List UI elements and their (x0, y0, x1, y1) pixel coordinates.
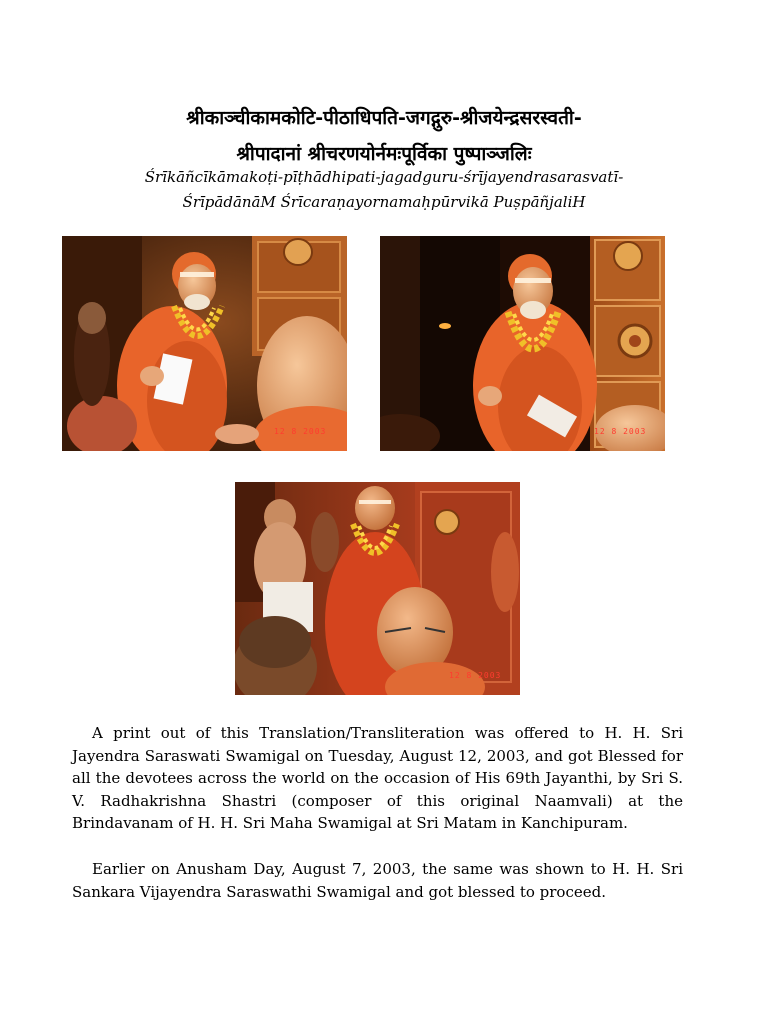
photo-date-stamp: 12 8 2003 (274, 427, 327, 436)
photo-date-stamp: 12 8 2003 (449, 671, 502, 680)
photo-swamigal-group (235, 482, 520, 695)
transliteration-line-2: ŚrīpādānāM Śrīcaraṇayornamaḥpūrvikā PuṣpāñjaliH (182, 193, 586, 211)
paragraph-print-offered: A print out of this Translation/Transliteration was offered to H. H. Sri Jayendra Saraswati Swamigal on Tuesday, August 12, 2003, and got Blessed for all the devotees across the world on the occasion of His 69th Jayanthi, by Sri S. V. Radhakrishna Shastri (composer of this original Naamvali) at the Brindavanam of H. H. Sri Maha Swamigal at Sri Matam in Kanchipuram. (72, 724, 683, 832)
photo-swamigal-left (62, 236, 347, 451)
transliteration-line-1: Śrīkāñcīkāmakoṭi-pīṭhādhipati-jagadguru-śrījayendrasarasvatī- (144, 168, 624, 186)
photo-swamigal-right (380, 236, 665, 451)
sanskrit-title-line-1: श्रीकाञ्चीकामकोटि-पीठाधिपति-जगद्गुरु-श्रीजयेन्द्रसरस्वती- (186, 107, 582, 129)
paragraph-anusham-day: Earlier on Anusham Day, August 7, 2003, the same was shown to H. H. Sri Sankara Vijayendra Saraswathi Swamigal and got blessed to proceed. (72, 860, 683, 901)
photo-date-stamp: 12 8 2003 (594, 427, 647, 436)
sanskrit-title-line-2: श्रीपादानां श्रीचरणयोर्नमःपूर्विका पुष्पाञ्जलिः (236, 143, 532, 165)
